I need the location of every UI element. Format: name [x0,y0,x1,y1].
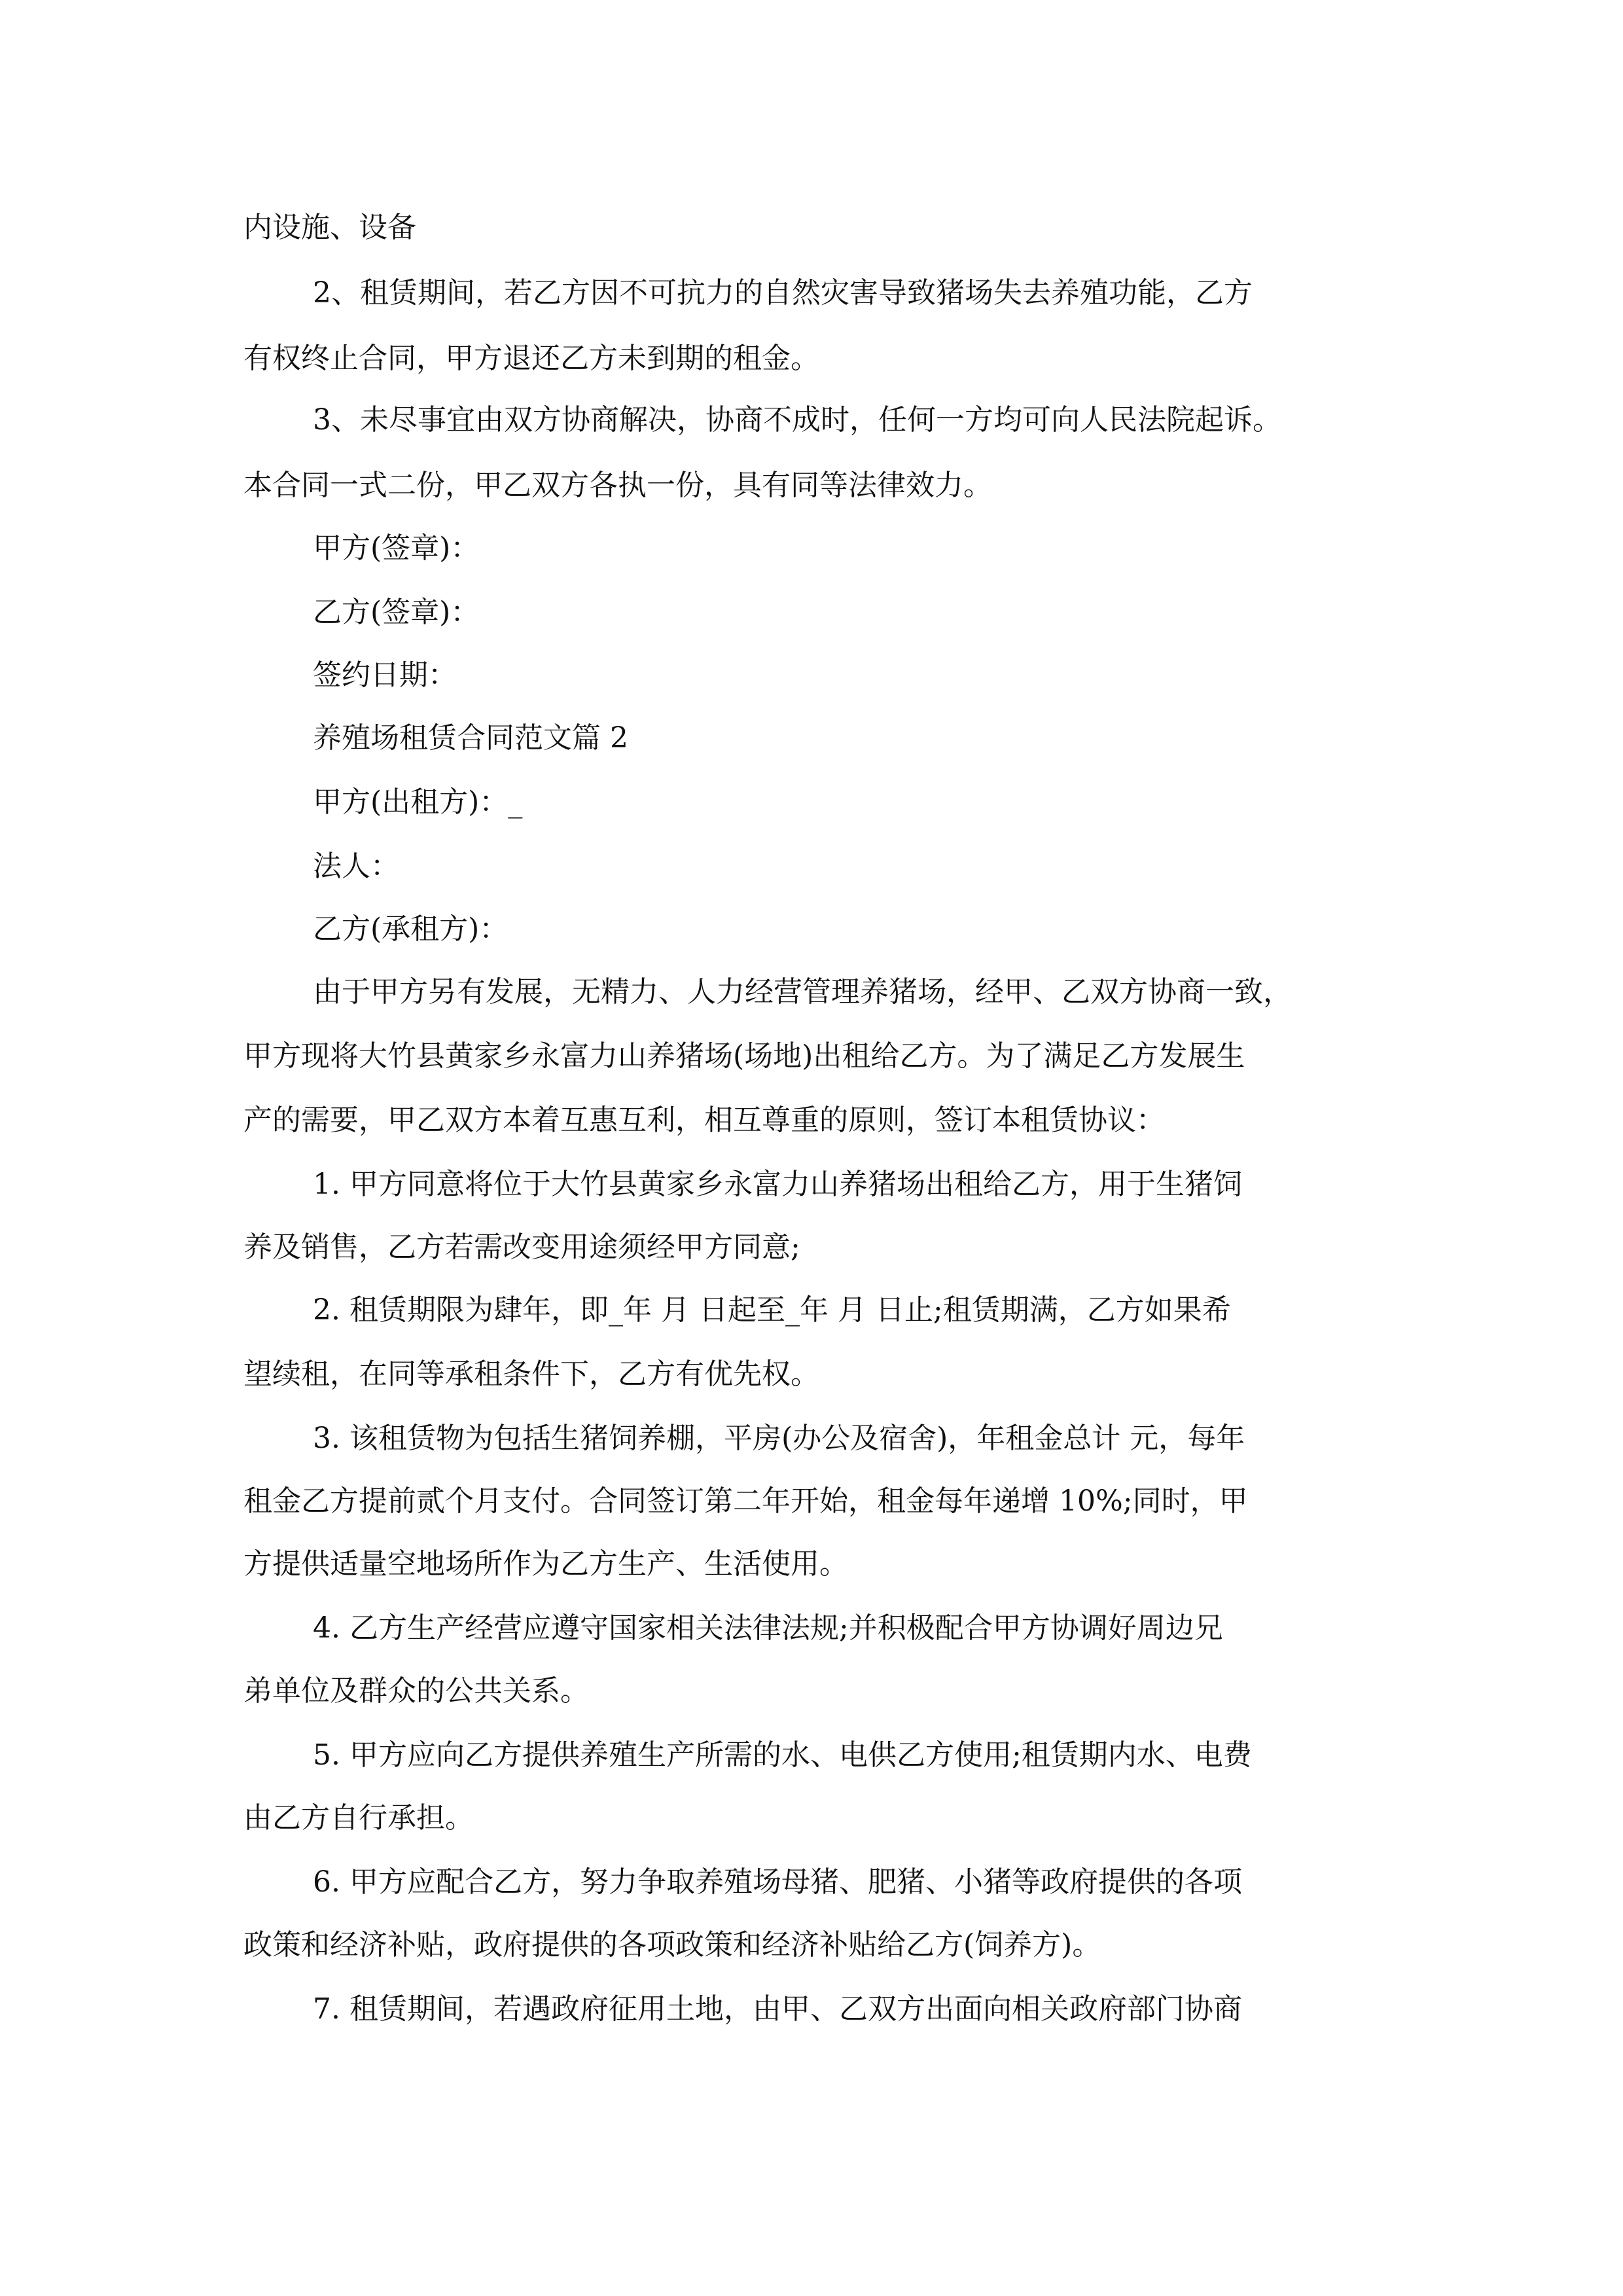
text-line: 养及销售，乙方若需改变用途须经甲方同意; [243,1230,800,1264]
text-line: 3、未尽事宜由双方协商解决，协商不成时，任何一方均可向人民法院起诉。 [313,403,1281,437]
text-line: 产的需要，甲乙双方本着互惠互利，相互尊重的原则，签订本租赁协议： [243,1103,1165,1137]
signature-line-party-b: 乙方(签章)： [313,596,480,629]
signing-date-line: 签约日期： [313,658,457,692]
text-line: 内设施、设备 [243,211,416,244]
text-line: 法人： [313,850,399,883]
text-line: 方提供适量空地场所作为乙方生产、生活使用。 [243,1547,848,1581]
text-line: 6. 甲方应配合乙方，努力争取养殖场母猪、肥猪、小猪等政府提供的各项 [313,1865,1242,1899]
signature-line-party-a: 甲方(签章)： [313,531,480,565]
text-line: 甲方(出租方)：_ [313,785,523,819]
text-line: 甲方现将大竹县黄家乡永富力山养猪场(场地)出租给乙方。为了满足乙方发展生 [243,1039,1245,1073]
text-line: 由于甲方另有发展，无精力、人力经营管理养猪场，经甲、乙双方协商一致， [313,975,1292,1009]
text-line: 本合同一式二份，甲乙双方各执一份，具有同等法律效力。 [243,469,992,502]
text-line: 望续租，在同等承租条件下，乙方有优先权。 [243,1357,819,1391]
text-line: 2. 租赁期限为肆年，即_年 月 日起至_年 月 日止;租赁期满，乙方如果希 [313,1293,1231,1327]
text-line: 由乙方自行承担。 [243,1801,474,1835]
text-line: 3. 该租赁物为包括生猪饲养棚，平房(办公及宿舍)，年租金总计 元，每年 [313,1422,1245,1455]
text-line: 政策和经济补贴，政府提供的各项政策和经济补贴给乙方(饲养方)。 [243,1928,1101,1962]
text-line: 5. 甲方应向乙方提供养殖生产所需的水、电供乙方使用;租赁期内水、电费 [313,1738,1252,1772]
text-line: 乙方(承租方)： [313,912,508,946]
text-line: 有权终止合同，甲方退还乙方未到期的租金。 [243,342,819,375]
text-line: 7. 租赁期间，若遇政府征用土地，由甲、乙双方出面向相关政府部门协商 [313,1992,1242,2026]
text-line: 4. 乙方生产经营应遵守国家相关法律法规;并积极配合甲方协调好周边兄 [313,1611,1223,1645]
text-line: 1. 甲方同意将位于大竹县黄家乡永富力山养猪场出租给乙方，用于生猪饲 [313,1168,1242,1201]
section-heading: 养殖场租赁合同范文篇 2 [313,721,628,755]
text-line: 弟单位及群众的公共关系。 [243,1674,589,1708]
text-line: 2、租赁期间，若乙方因不可抗力的自然灾害导致猪场失去养殖功能，乙方 [313,276,1253,310]
text-line: 租金乙方提前贰个月支付。合同签订第二年开始，租金每年递增 10%;同时，甲 [243,1484,1248,1518]
